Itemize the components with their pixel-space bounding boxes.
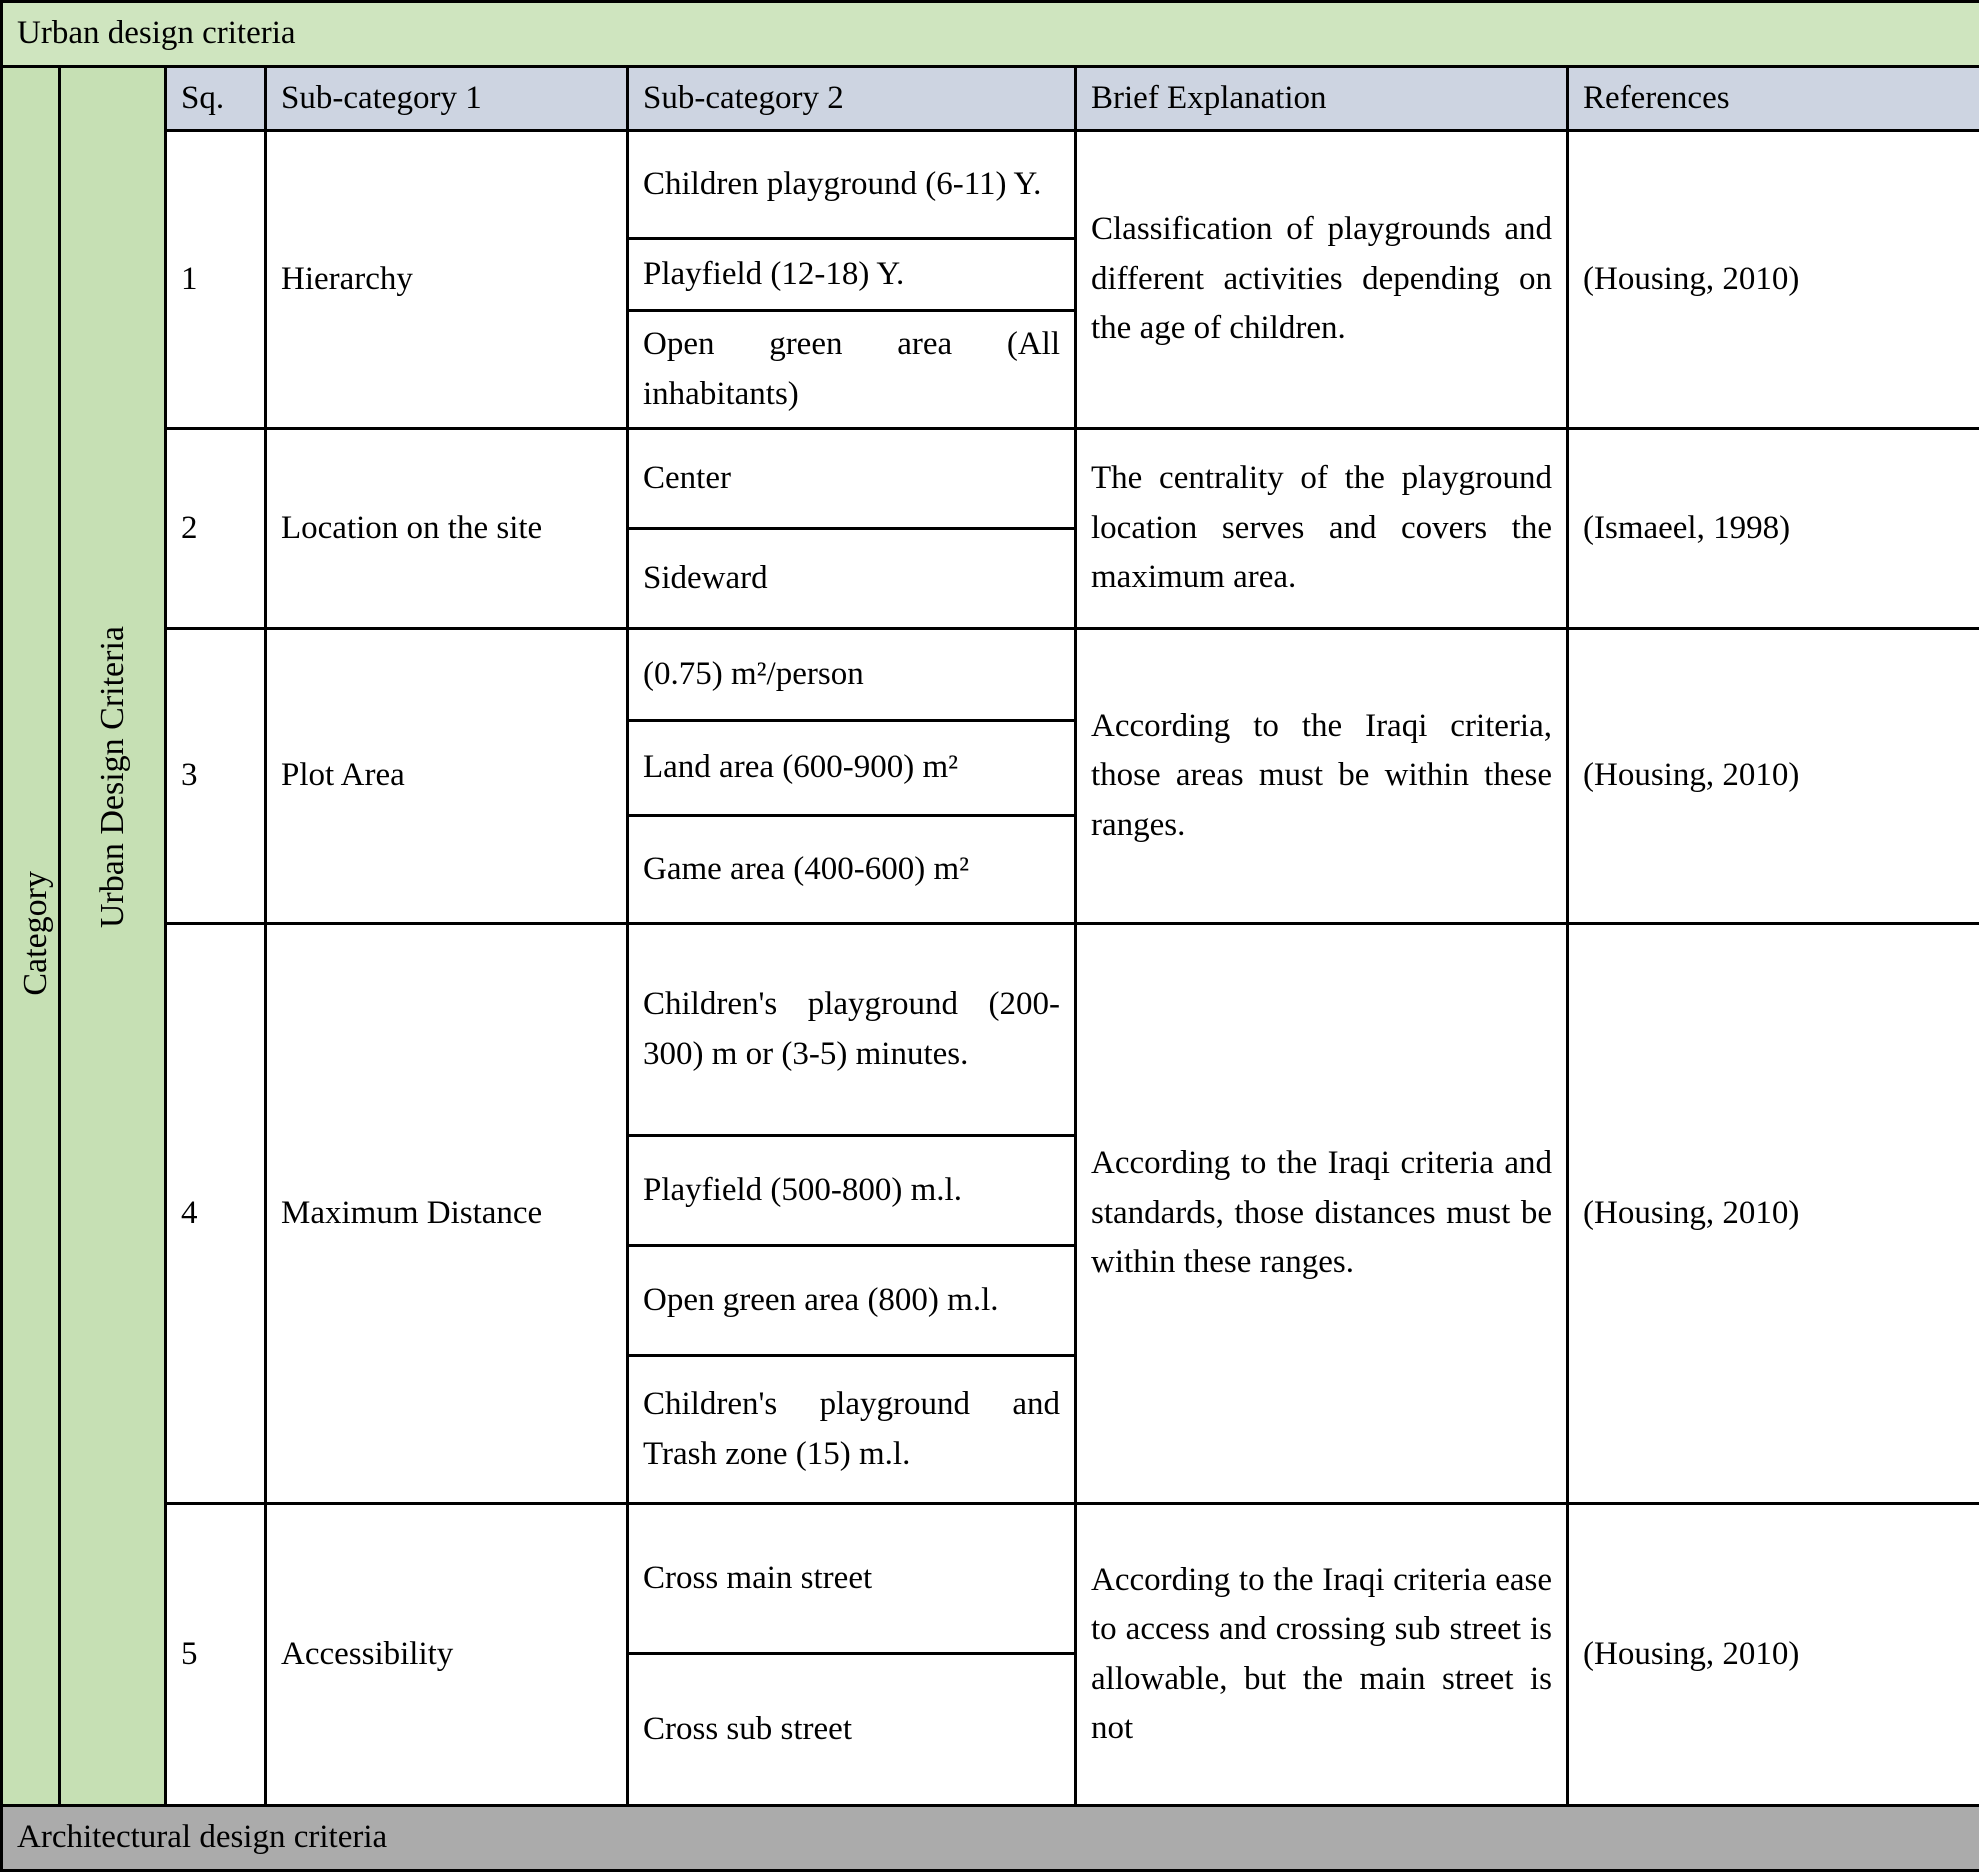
sq-cell-2: 2 [166, 429, 266, 629]
table-row [2, 629, 1979, 721]
col-header-sub-category-1: Sub-category 1 [266, 66, 628, 131]
sub2-cell: Open green area (All inhabitants) [628, 311, 1076, 429]
reference-cell: (Housing, 2010) [1568, 131, 1979, 429]
explanation-cell: Classification of playgrounds and different activities depending on the age of children. [1076, 131, 1568, 429]
sq-cell-1: 1 [166, 131, 266, 429]
sub1-cell-plot-area: Plot Area [266, 629, 628, 924]
sq-cell-5: 5 [166, 1504, 266, 1806]
reference-cell: (Housing, 2010) [1568, 924, 1979, 1504]
sub2-cell: Cross sub street [628, 1654, 1076, 1806]
col-header-brief-explanation: Brief Explanation [1076, 66, 1568, 131]
reference-cell: (Ismaeel, 1998) [1568, 429, 1979, 629]
sq-cell-4: 4 [166, 924, 266, 1504]
table-row [2, 429, 1979, 529]
col-header-sub-category-2: Sub-category 2 [628, 66, 1076, 131]
explanation-cell: The centrality of the playground location serves and covers the maximum area. [1076, 429, 1568, 629]
table-row [2, 1504, 1979, 1654]
table-row [2, 924, 1979, 1136]
urban-design-criteria-column [60, 66, 166, 1806]
sub2-cell: Children's playground (200-300) m or (3-5) minutes. [628, 924, 1076, 1136]
sub2-cell: Land area (600-900) m² [628, 721, 1076, 816]
section-header-architectural: Architectural design criteria [2, 1806, 1979, 1871]
sub2-cell: Children playground (6-11) Y. [628, 131, 1076, 239]
sub2-cell: Open green area (800) m.l. [628, 1246, 1076, 1356]
sub2-cell: (0.75) m²/person [628, 629, 1076, 721]
sub2-cell: Playfield (500-800) m.l. [628, 1136, 1076, 1246]
sub2-cell: Sideward [628, 529, 1076, 629]
sub2-cell: Center [628, 429, 1076, 529]
sub1-cell-accessibility: Accessibility [266, 1504, 628, 1806]
reference-cell: (Housing, 2010) [1568, 629, 1979, 924]
explanation-cell: According to the Iraqi criteria, those areas must be within these ranges. [1076, 629, 1568, 924]
category-column [2, 66, 60, 1806]
col-header-references: References [1568, 66, 1979, 131]
urban-design-criteria-label: Urban Design Criteria [94, 626, 131, 928]
sub2-cell: Playfield (12-18) Y. [628, 239, 1076, 311]
explanation-cell: According to the Iraqi criteria ease to access and crossing sub street is allowable, but the main street is not [1076, 1504, 1568, 1806]
sub1-cell-location: Location on the site [266, 429, 628, 629]
reference-cell: (Housing, 2010) [1568, 1504, 1979, 1806]
table-row [2, 131, 1979, 239]
section-header-urban: Urban design criteria [2, 2, 1979, 67]
sub1-cell-maximum-distance: Maximum Distance [266, 924, 628, 1504]
sub2-cell: Game area (400-600) m² [628, 816, 1076, 924]
category-label: Category [17, 871, 54, 996]
sub1-cell-hierarchy: Hierarchy [266, 131, 628, 429]
sub2-cell: Children's playground and Trash zone (15) m.l. [628, 1356, 1076, 1504]
explanation-cell: According to the Iraqi criteria and standards, those distances must be within these ranges. [1076, 924, 1568, 1504]
col-header-sq: Sq. [166, 66, 266, 131]
sq-cell-3: 3 [166, 629, 266, 924]
sub2-cell: Cross main street [628, 1504, 1076, 1654]
